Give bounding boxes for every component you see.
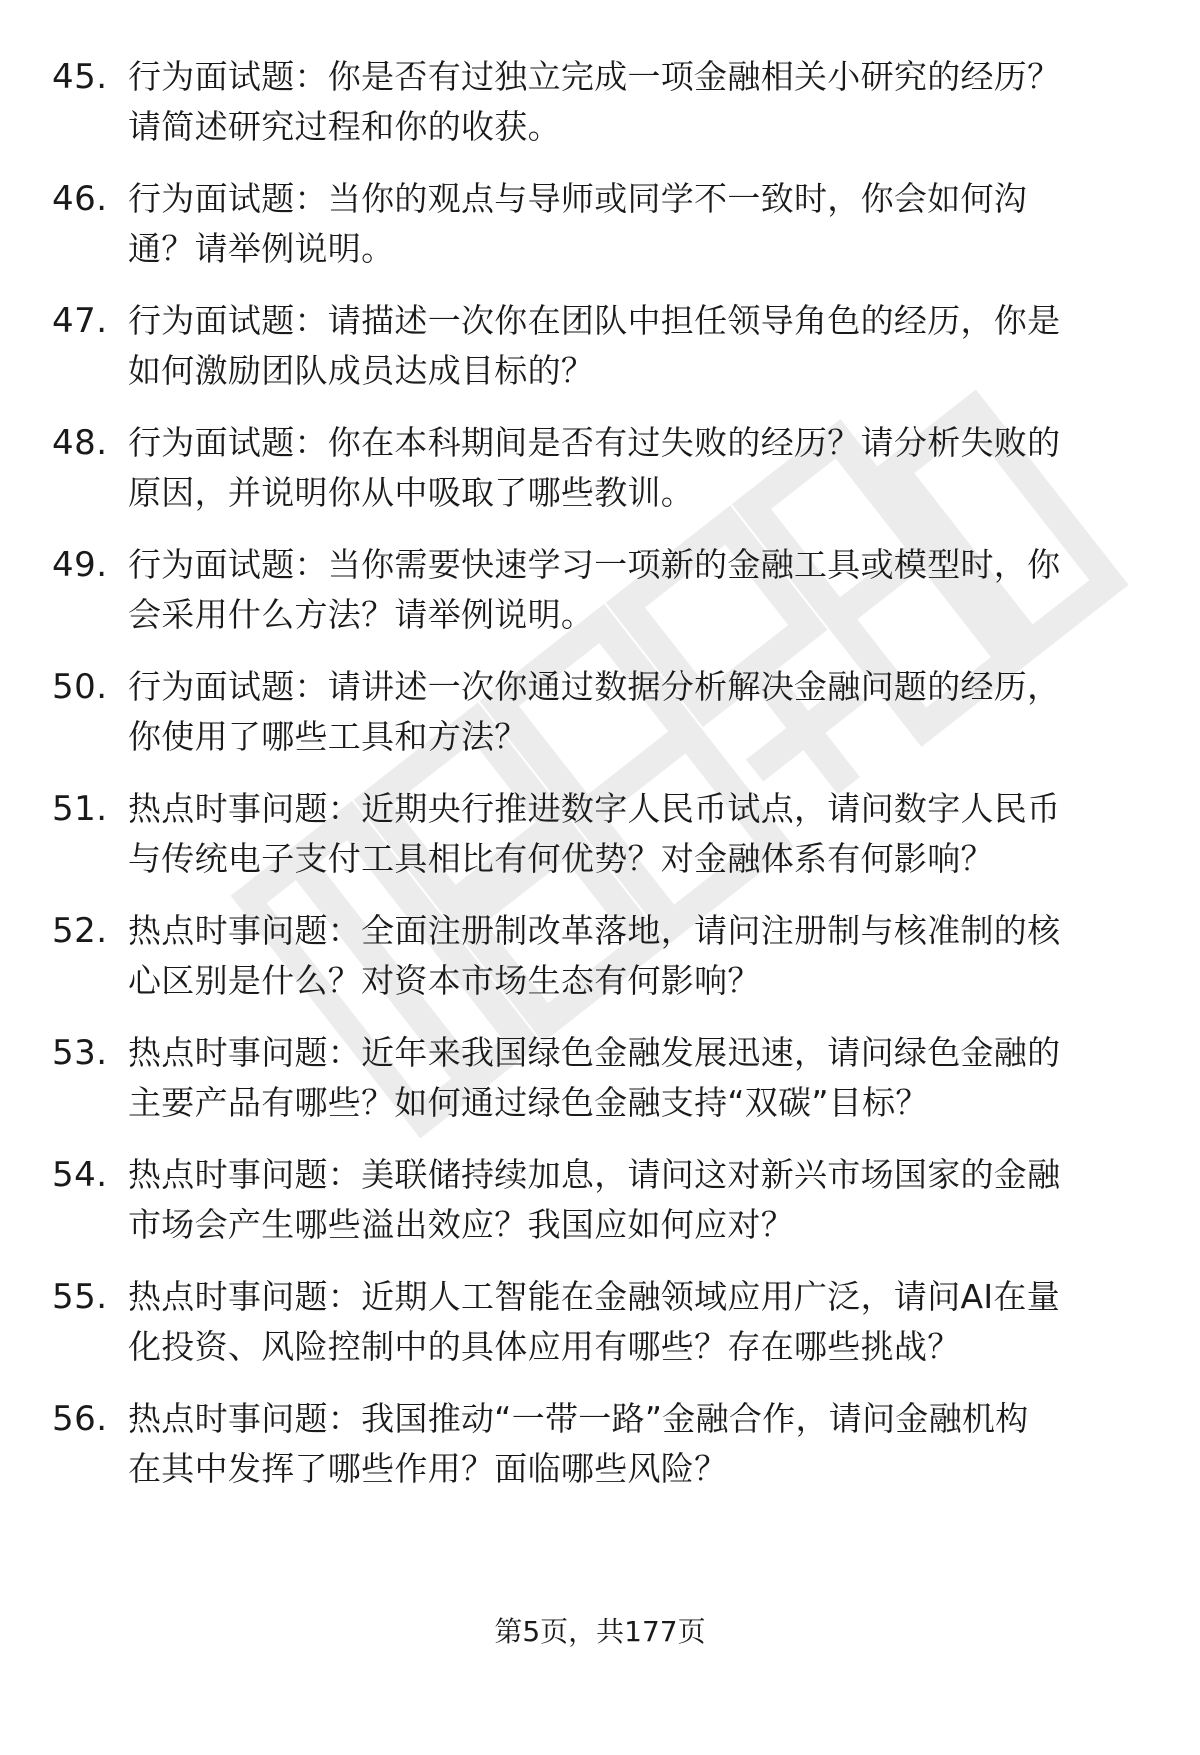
- question-line: 行为面试题：请讲述一次你通过数据分析解决金融问题的经历，: [128, 667, 1061, 706]
- question-item: [0, 1028, 1200, 1150]
- page-footer: [0, 1612, 1200, 1652]
- question-text: [128, 418, 1148, 518]
- question-line: 热点时事问题：近期央行推进数字人民币试点，请问数字人民币: [128, 789, 1061, 828]
- question-number: 56.: [52, 1399, 108, 1439]
- question-text: [128, 1394, 1148, 1494]
- question-line: 热点时事问题：我国推动“一带一路”金融合作，请问金融机构: [128, 1399, 1029, 1438]
- question-item: [0, 662, 1200, 784]
- question-text: [128, 662, 1148, 762]
- question-text: [128, 174, 1148, 274]
- question-text: [128, 1150, 1148, 1250]
- question-item: [0, 418, 1200, 540]
- question-number: 52.: [52, 911, 108, 951]
- question-item: [0, 296, 1200, 418]
- question-line: 请简述研究过程和你的收获。: [128, 107, 561, 146]
- question-line: 会采用什么方法？请举例说明。: [128, 595, 595, 634]
- question-item: [0, 52, 1200, 174]
- question-number: 48.: [52, 423, 108, 463]
- question-number: 51.: [52, 789, 108, 829]
- question-number: 55.: [52, 1277, 108, 1317]
- question-text: [128, 1272, 1148, 1372]
- question-line: 你使用了哪些工具和方法？: [128, 717, 528, 756]
- question-number: 54.: [52, 1155, 108, 1195]
- question-number: 49.: [52, 545, 108, 585]
- question-text: [128, 906, 1148, 1006]
- question-line: 热点时事问题：全面注册制改革落地，请问注册制与核准制的核: [128, 911, 1061, 950]
- question-line: 行为面试题：当你的观点与导师或同学不一致时，你会如何沟: [128, 179, 1028, 218]
- question-list: [0, 52, 1200, 1516]
- question-line: 化投资、风险控制中的具体应用有哪些？存在哪些挑战？: [128, 1327, 961, 1366]
- question-line: 与传统电子支付工具相比有何优势？对金融体系有何影响？: [128, 839, 994, 878]
- question-number: 50.: [52, 667, 108, 707]
- question-line: 如何激励团队成员达成目标的？: [128, 351, 595, 390]
- question-line: 原因，并说明你从中吸取了哪些教训。: [128, 473, 695, 512]
- question-item: [0, 1150, 1200, 1272]
- question-line: 在其中发挥了哪些作用？面临哪些风险？: [128, 1449, 728, 1488]
- question-number: 53.: [52, 1033, 108, 1073]
- question-item: [0, 540, 1200, 662]
- question-text: [128, 52, 1148, 152]
- question-line: 市场会产生哪些溢出效应？我国应如何应对？: [128, 1205, 794, 1244]
- question-line: 行为面试题：你是否有过独立完成一项金融相关小研究的经历？: [128, 57, 1061, 96]
- question-line: 行为面试题：你在本科期间是否有过失败的经历？请分析失败的: [128, 423, 1061, 462]
- page-number-label: 第5页，共177页: [494, 1615, 706, 1648]
- question-line: 热点时事问题：美联储持续加息，请问这对新兴市场国家的金融: [128, 1155, 1061, 1194]
- question-text: [128, 1028, 1148, 1128]
- question-text: [128, 296, 1148, 396]
- question-item: [0, 1394, 1200, 1516]
- question-item: [0, 784, 1200, 906]
- question-line: 热点时事问题：近年来我国绿色金融发展迅速，请问绿色金融的: [128, 1033, 1061, 1072]
- question-number: 45.: [52, 57, 108, 97]
- question-item: [0, 1272, 1200, 1394]
- question-line: 通？请举例说明。: [128, 229, 395, 268]
- question-item: [0, 174, 1200, 296]
- question-item: [0, 906, 1200, 1028]
- question-text: [128, 540, 1148, 640]
- question-line: 主要产品有哪些？如何通过绿色金融支持“双碳”目标？: [128, 1083, 929, 1122]
- question-line: 行为面试题：请描述一次你在团队中担任领导角色的经历，你是: [128, 301, 1061, 340]
- question-number: 47.: [52, 301, 108, 341]
- question-line: 心区别是什么？对资本市场生态有何影响？: [128, 961, 761, 1000]
- question-number: 46.: [52, 179, 108, 219]
- question-text: [128, 784, 1148, 884]
- question-line: 行为面试题：当你需要快速学习一项新的金融工具或模型时，你: [128, 545, 1061, 584]
- question-line: 热点时事问题：近期人工智能在金融领域应用广泛，请问AI在量: [128, 1277, 1061, 1316]
